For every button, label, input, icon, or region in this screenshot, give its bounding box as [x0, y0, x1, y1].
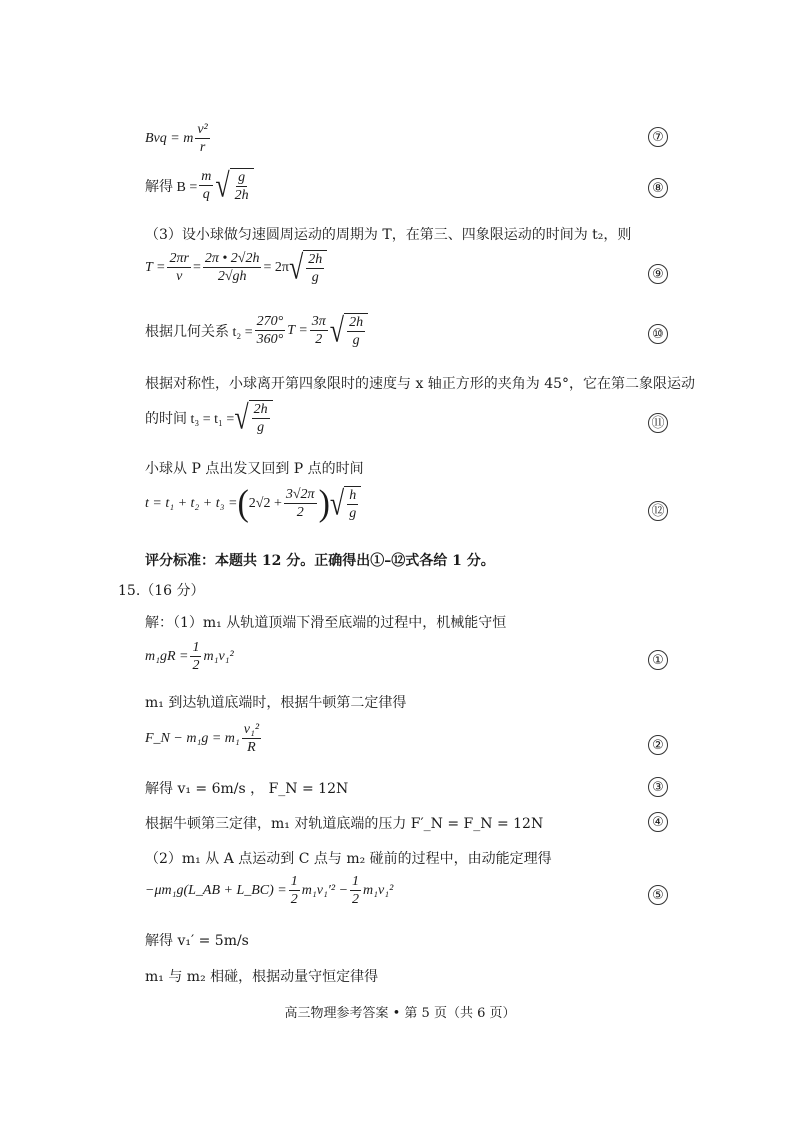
eq2-fn: v₁² — [242, 722, 261, 739]
eq8-prefix: 解得 B = — [145, 179, 198, 195]
q15-newton2-text: m₁ 到达轨道底端时，根据牛顿第二定律得 — [145, 695, 407, 711]
eq10-rden: g — [352, 333, 360, 349]
eq9-mid: = 2π — [263, 259, 289, 275]
eq12-fn: 3√2π — [284, 487, 317, 504]
eq9-lhs: T = — [145, 259, 166, 275]
eq9-f2n: 2π • 2√2h — [203, 251, 262, 268]
eq12-rden: g — [349, 506, 357, 522]
eq2-lhs: F_N − m₁g = m₁ — [145, 730, 240, 746]
eq10-rnum: 2h — [347, 315, 365, 332]
equation-number-3: ③ — [648, 777, 668, 797]
q15-momentum-text: m₁ 与 m₂ 相碰，根据动量守恒定律得 — [145, 969, 379, 985]
equation-12: t = t₁ + t₂ + t₃ = ( 2√2 + $\frac{3√2\pi}{2}$ ) √ $\frac{h}{g}$ — [145, 486, 361, 522]
equation-number-10: ⑩ — [648, 324, 668, 344]
equation-2 — [145, 722, 263, 756]
equation-number-5: ⑤ — [648, 885, 668, 905]
eq8-rden: 2h — [234, 188, 249, 204]
equation-1 — [145, 640, 234, 674]
eq8-den: q — [202, 187, 210, 203]
eq9-f1d: v — [176, 269, 183, 285]
eq10-prefix: 根据几何关系 t₂ = — [145, 324, 253, 340]
equation-10: 根据几何关系 t₂ = $\frac{270^\circ}{360^\circ}$ T = $\frac{3\pi}{2}$ √ $\frac{2h}{g}$ — [145, 313, 368, 349]
eq5-f2d: 2 — [352, 892, 360, 908]
eq5-rhs: m₁v₁² — [363, 882, 394, 898]
eq1-fn: 1 — [190, 640, 201, 657]
return-text: 小球从 P 点出发又回到 P 点的时间 — [145, 461, 364, 477]
page-footer: 高三物理参考答案 • 第 5 页（共 6 页） — [284, 1006, 516, 1021]
score-criteria: 评分标准：本题共 12 分。正确得出①–⑫式各给 1 分。 — [145, 553, 495, 569]
eq1-fd: 2 — [192, 658, 200, 674]
eq12-fd: 2 — [296, 505, 304, 521]
eq7-den: r — [199, 140, 206, 156]
equation-11: 的时间 t₃ = t₁ = √ $\frac{2h}{g}$ — [145, 400, 273, 436]
eq7-lhs: Bvq = m — [145, 130, 194, 146]
equation-number-12: ⑫ — [648, 501, 668, 521]
eq5-f1d: 2 — [290, 892, 298, 908]
equation-number-11: ⑪ — [648, 413, 668, 433]
eq11-rnum: 2h — [252, 402, 270, 419]
q15-result-v1prime: 解得 v₁′ = 5m/s — [145, 933, 249, 949]
eq10-mid: T = — [287, 322, 308, 338]
eq8-rnum: g — [236, 170, 247, 187]
eq10-f2d: 2 — [315, 332, 323, 348]
part3-intro: （3）设小球做匀速圆周运动的周期为 T，在第三、四象限运动的时间为 t₂，则 — [145, 227, 632, 243]
equation-8: 解得 B = $\frac{m}{q}$ √ $\frac{g}{2h}$ — [145, 168, 254, 204]
eq8-num: m — [199, 169, 213, 186]
eq12-lhs: t = t₁ + t₂ + t₃ = — [145, 495, 238, 511]
eq9-f1n: 2πr — [167, 251, 190, 268]
question-15-heading: 15.（16 分） — [118, 583, 205, 599]
eq10-f1n: 270° — [255, 314, 286, 331]
equation-7 — [145, 122, 212, 156]
eq1-rhs: m₁v₁² — [203, 648, 234, 664]
eq5-mid: m₁v₁′² − — [301, 882, 349, 898]
eq7-num: v² — [195, 122, 209, 139]
eq5-f2n: 1 — [350, 874, 361, 891]
eq12-a: 2√2 + — [248, 495, 282, 511]
equation-number-9: ⑨ — [648, 264, 668, 284]
eq10-f2n: 3π — [310, 314, 328, 331]
eq1-lhs: m₁gR = — [145, 648, 189, 664]
q15-part2-intro: （2）m₁ 从 A 点运动到 C 点与 m₂ 碰前的过程中，由动能定理得 — [145, 851, 552, 867]
eq2-fd: R — [247, 740, 256, 756]
equation-number-7: ⑦ — [648, 127, 668, 147]
symmetry-text: 根据对称性，小球离开第四象限时的速度与 x 轴正方形的夹角为 45°，它在第二象限运动 — [145, 376, 696, 392]
equation-3: 解得 v₁ = 6m/s ， F_N = 12N — [145, 781, 349, 797]
eq5-f1n: 1 — [289, 874, 300, 891]
eq9-rnum: 2h — [306, 252, 324, 269]
eq11-prefix: 的时间 t₃ = t₁ = — [145, 411, 235, 427]
equation-5 — [145, 874, 393, 908]
eq5-lhs: −μm₁g(L_AB + L_BC) = — [145, 882, 287, 898]
equation-number-1: ① — [648, 650, 668, 670]
equation-number-2: ② — [648, 735, 668, 755]
equation-number-4: ④ — [648, 812, 668, 832]
eq9-f2d: 2√gh — [217, 269, 247, 285]
eq10-f1d: 360° — [256, 332, 284, 348]
equation-number-8: ⑧ — [648, 178, 668, 198]
equation-4: 根据牛顿第三定律，m₁ 对轨道底端的压力 F′_N = F_N = 12N — [145, 816, 544, 832]
eq11-rden: g — [257, 420, 265, 436]
eq9-rden: g — [311, 270, 319, 286]
eq12-rnum: h — [347, 488, 358, 505]
equation-9: T = $\frac{2\pi r}{v}$ = $\frac{2\pi • 2√2h}{2√gh}$ = 2π √ $\frac{2h}{g}$ — [145, 250, 327, 286]
q15-part1-intro: 解：（1）m₁ 从轨道顶端下滑至底端的过程中，机械能守恒 — [145, 615, 507, 631]
